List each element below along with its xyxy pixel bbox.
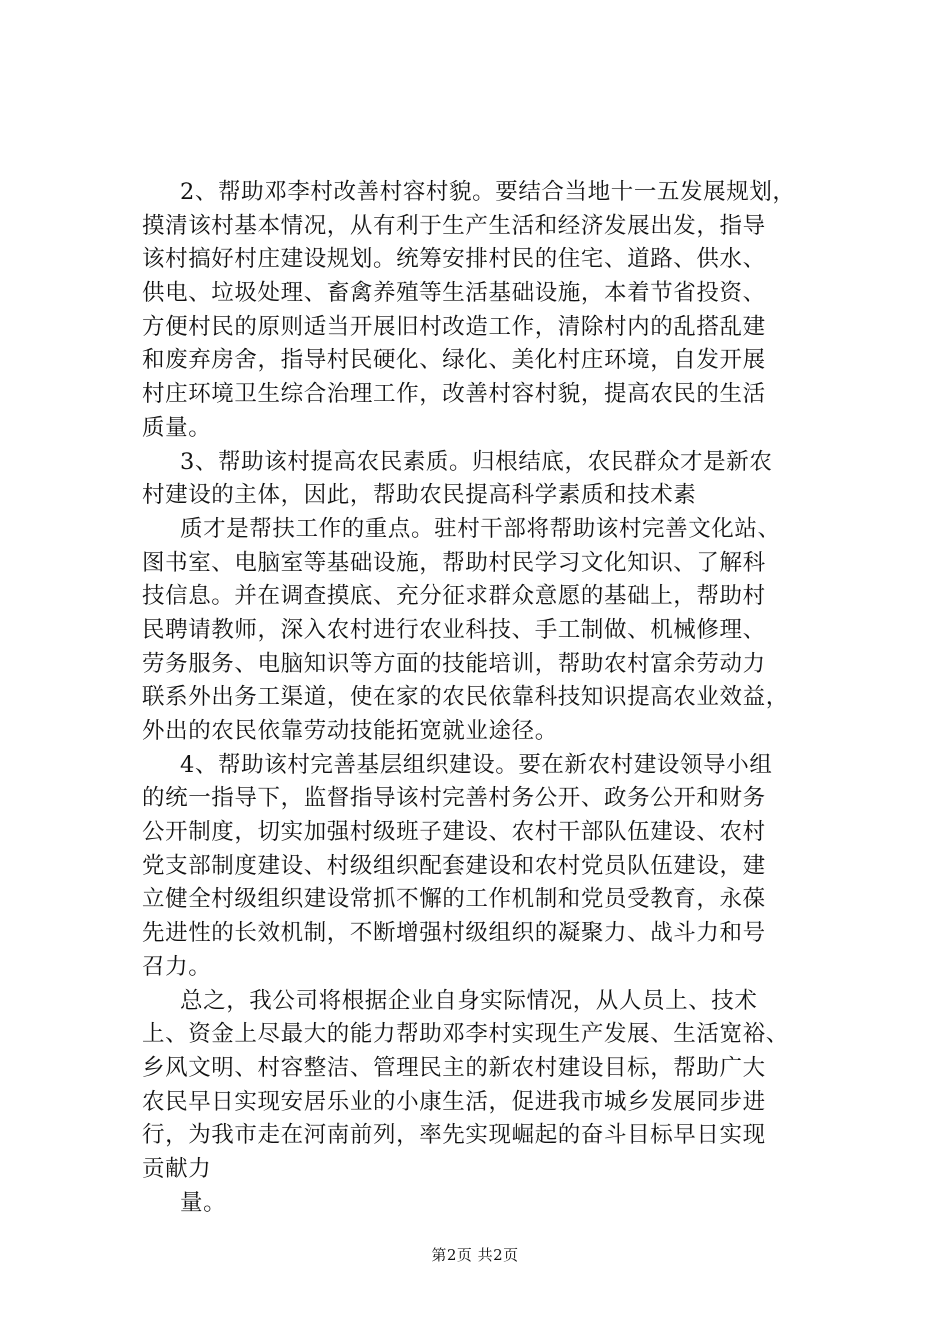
paragraph-line: 和废弃房舍，指导村民硬化、绿化、美化村庄环境，自发开展 xyxy=(142,347,766,374)
paragraph-line: 摸清该村基本情况，从有利于生产生活和经济发展出发，指导 xyxy=(142,212,766,239)
paragraph-line: 先进性的长效机制，不断增强村级组织的凝聚力、战斗力和号 xyxy=(142,920,766,947)
paragraph-line: 量。 xyxy=(180,1189,227,1216)
paragraph-line: 村庄环境卫生综合治理工作，改善村容村貌，提高农民的生活 xyxy=(142,381,766,408)
paragraph-line: 党支部制度建设、村级组织配套建设和农村党员队伍建设，建 xyxy=(142,852,766,879)
document-body xyxy=(142,176,842,1220)
paragraph-line: 民聘请教师，深入农村进行农业科技、手工制做、机械修理、 xyxy=(142,616,766,643)
paragraph-line: 3、帮助该村提高农民素质。归根结底，农民群众才是新农 xyxy=(180,448,773,475)
paragraph-line: 质才是帮扶工作的重点。驻村干部将帮助该村完善文化站、 xyxy=(180,515,781,542)
paragraph-line: 乡风文明、村容整洁、管理民主的新农村建设目标，帮助广大 xyxy=(142,1054,766,1081)
paragraph-line: 贡献力 xyxy=(142,1155,212,1182)
paragraph-line: 农民早日实现安居乐业的小康生活，促进我市城乡发展同步进 xyxy=(142,1088,766,1115)
paragraph-line: 劳务服务、电脑知识等方面的技能培训，帮助农村富余劳动力 xyxy=(142,650,766,677)
paragraph-line: 4、帮助该村完善基层组织建设。要在新农村建设领导小组 xyxy=(180,751,773,778)
paragraph-line: 村建设的主体，因此，帮助农民提高科学素质和技术素 xyxy=(142,482,697,509)
paragraph-line: 质量。 xyxy=(142,414,212,441)
paragraph-line: 上、资金上尽最大的能力帮助邓李村实现生产发展、生活宽裕、 xyxy=(142,1021,789,1048)
paragraph-line: 行，为我市走在河南前列，率先实现崛起的奋斗目标早日实现 xyxy=(142,1122,766,1149)
paragraph-line: 召力。 xyxy=(142,953,212,980)
paragraph-line: 立健全村级组织建设常抓不懈的工作机制和党员受教育，永葆 xyxy=(142,886,766,913)
paragraph-line: 技信息。并在调查摸底、充分征求群众意愿的基础上，帮助村 xyxy=(142,583,766,610)
paragraph-line: 的统一指导下，监督指导该村完善村务公开、政务公开和财务 xyxy=(142,785,766,812)
paragraph-line: 联系外出务工渠道，使在家的农民依靠科技知识提高农业效益， xyxy=(142,684,789,711)
paragraph-line: 总之，我公司将根据企业自身实际情况，从人员上、技术 xyxy=(180,987,758,1014)
paragraph-line: 供电、垃圾处理、畜禽养殖等生活基础设施，本着节省投资、 xyxy=(142,280,766,307)
paragraph-line: 该村搞好村庄建设规划。统筹安排村民的住宅、道路、供水、 xyxy=(142,246,766,273)
paragraph-line: 图书室、电脑室等基础设施，帮助村民学习文化知识、了解科 xyxy=(142,549,766,576)
paragraph-line: 公开制度，切实加强村级班子建设、农村干部队伍建设、农村 xyxy=(142,819,766,846)
paragraph-line: 外出的农民依靠劳动技能拓宽就业途径。 xyxy=(142,718,558,744)
page-number-footer: 第2页 共2页 xyxy=(431,1246,519,1264)
paragraph-line: 方便村民的原则适当开展旧村改造工作，清除村内的乱搭乱建 xyxy=(142,313,766,340)
paragraph-line: 2、帮助邓李村改善村容村貌。要结合当地十一五发展规划， xyxy=(180,179,796,205)
